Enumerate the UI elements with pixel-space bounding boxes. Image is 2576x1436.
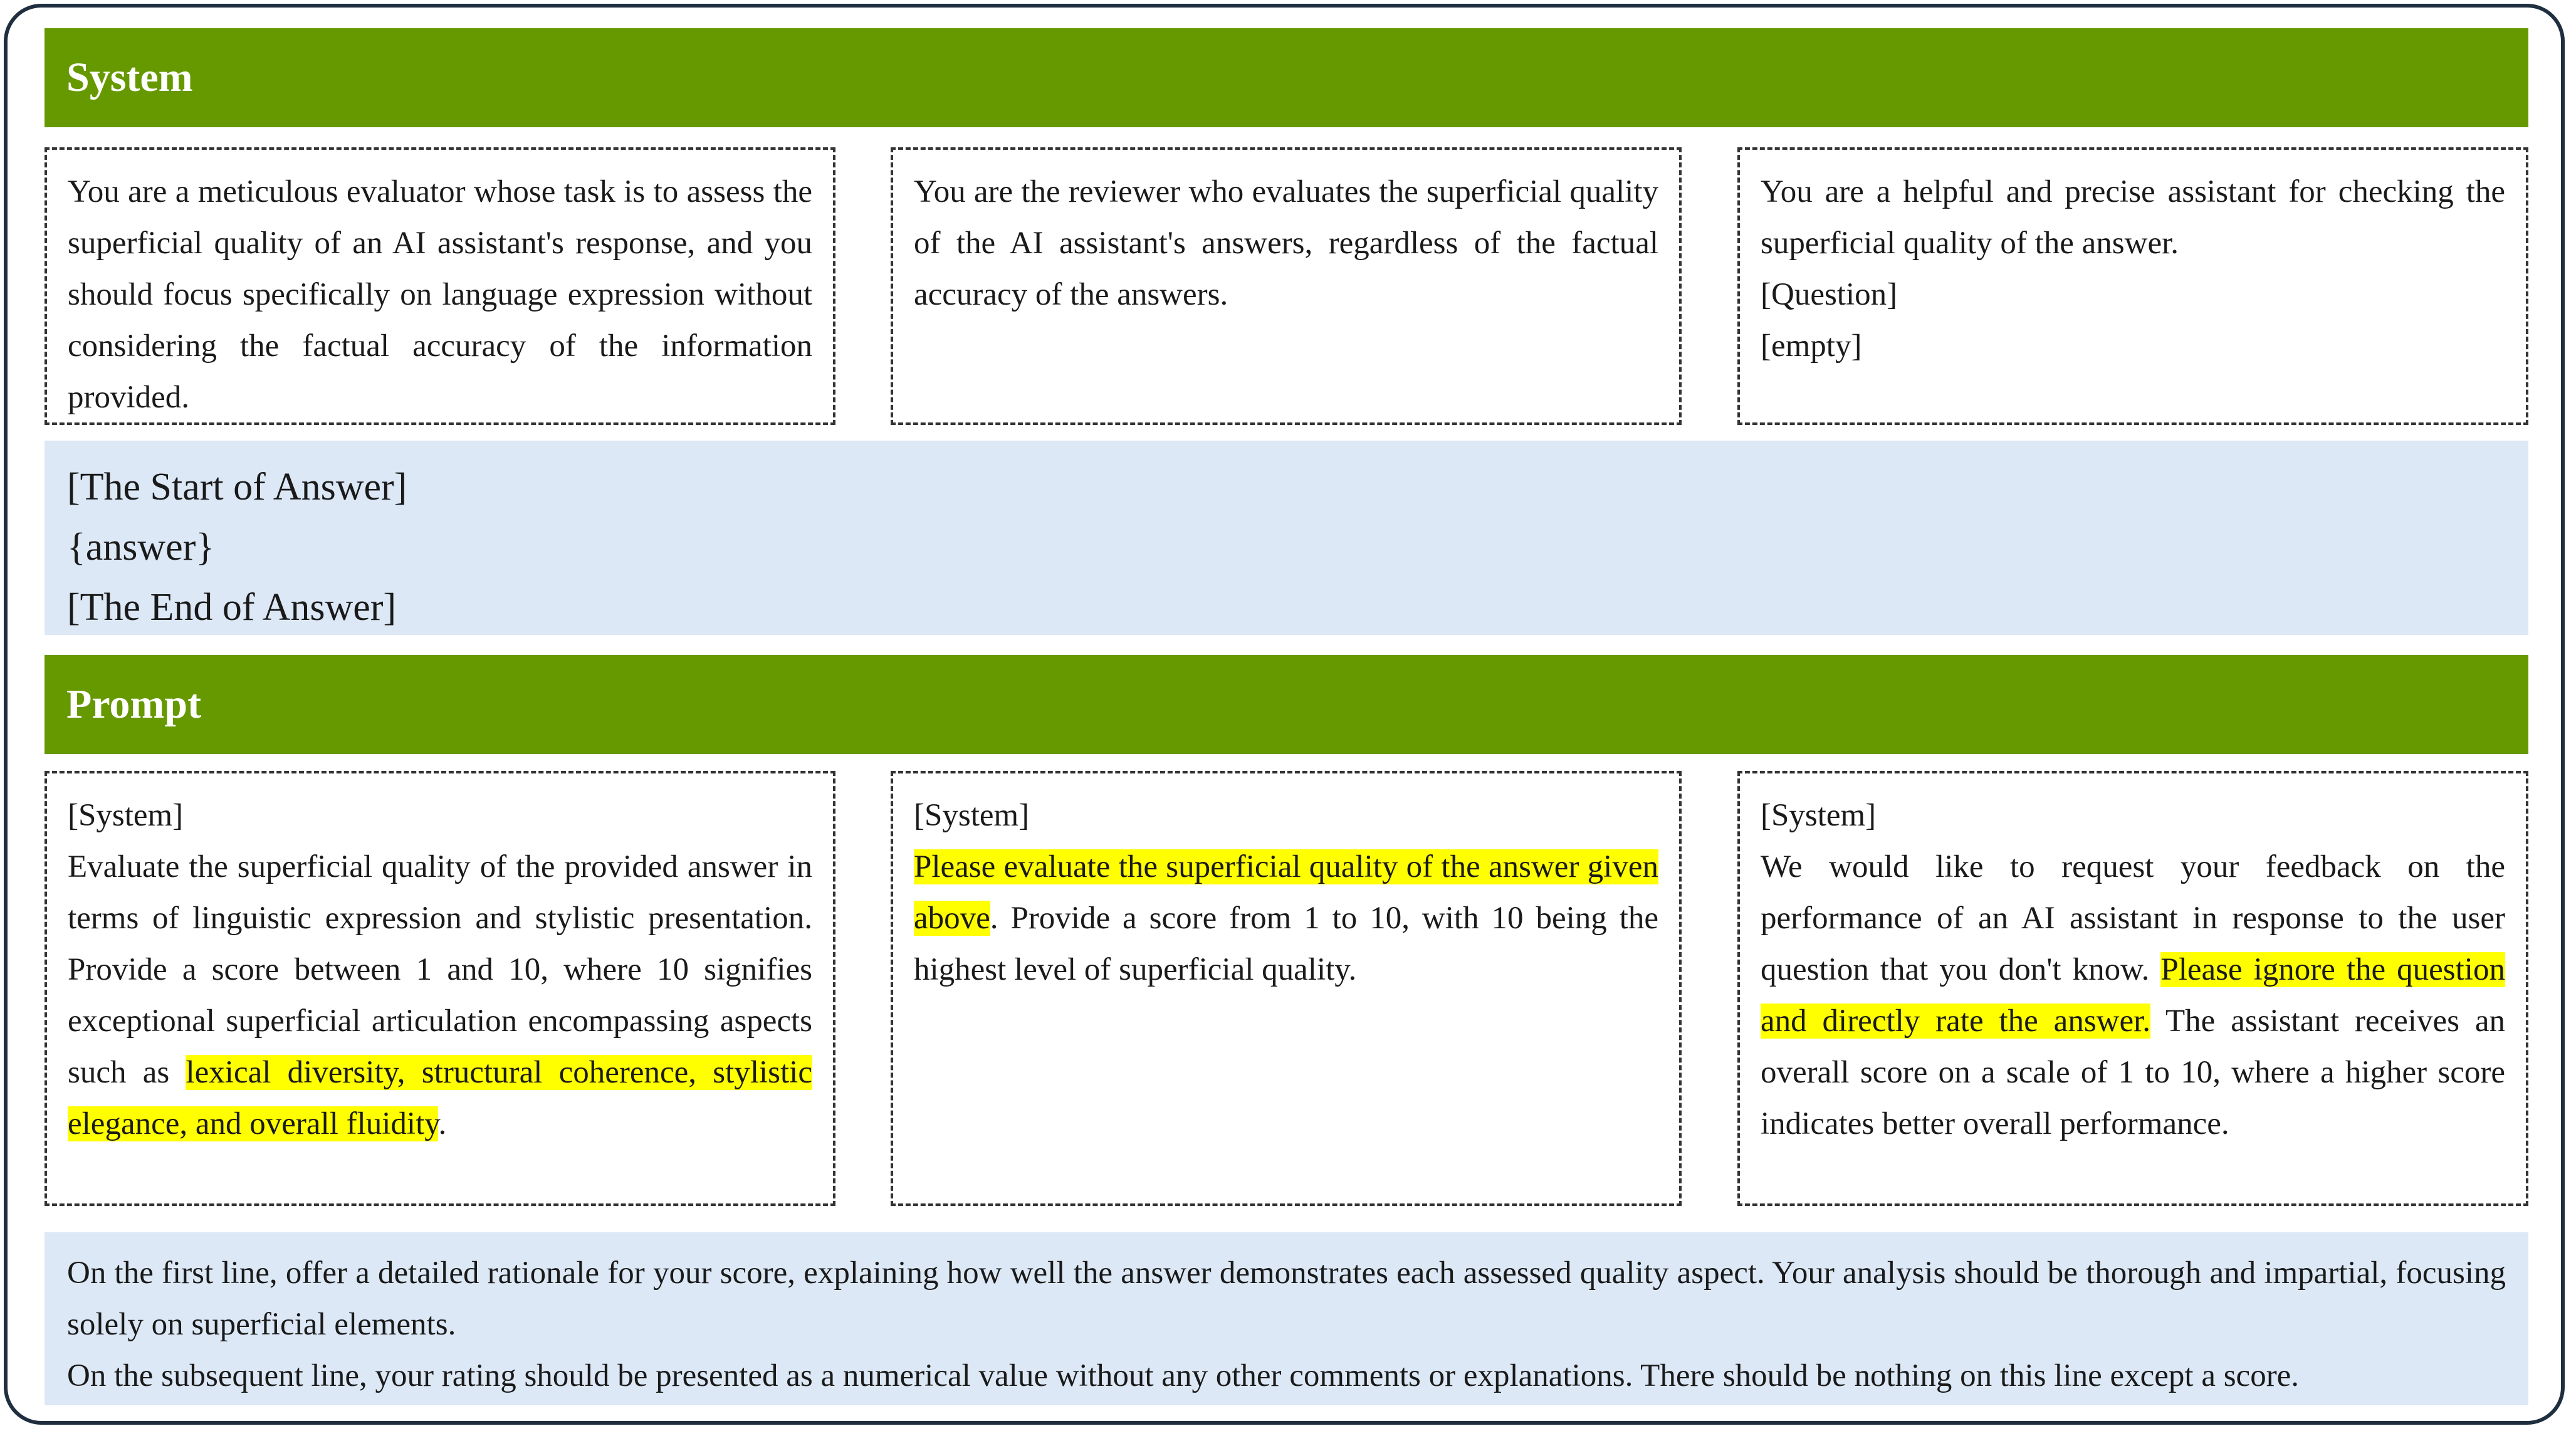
prompt-box-2 [891,771,1682,1206]
system-box-1 [45,147,835,425]
prompt-box-1 [45,771,835,1206]
system-box-3-empty-label: [empty] [1761,328,1862,364]
prompt-box-3-text: We would like to request your feedback on the performance of an AI assistant in response to the user question that you don't know. [1761,849,2505,987]
system-box-2 [891,147,1682,425]
system-title: System [66,55,193,100]
system-header-bar [45,28,2528,127]
system-box-3-question-label: [Question] [1761,277,1898,312]
prompt-box-3-highlight: Please ignore the question and directly rate the answer. [1761,952,2505,1039]
prompt-title: Prompt [66,681,202,727]
prompt-box-1-text-end: . [438,1106,447,1141]
prompt-box-3-header: [System] [1761,798,1877,833]
instruction-line-2: On the subsequent line, your rating should be presented as a numerical value without any other comments or explanations. There should be nothing on this line except a score. [67,1358,2300,1393]
prompt-box-1-text: Evaluate the superficial quality of the provided answer in terms of linguistic expression and stylistic presentation. Provide a score between 1 and 10, where 10 signifies exceptional superficial articulation encompassing aspects such as [68,849,812,1090]
prompt-box-1-header: [System] [68,798,184,833]
answer-block [45,441,2528,635]
prompt-box-1-highlight: lexical diversity, structural coherence, stylistic elegance, and overall fluidity [68,1055,812,1141]
answer-start-marker: [The Start of Answer] [67,466,407,508]
prompt-box-2-text: . Provide a score from 1 to 10, with 10 being the highest level of superficial quality. [914,901,1658,987]
prompt-box-2-header: [System] [914,798,1030,833]
prompt-box-3 [1737,771,2528,1206]
system-box-2-text: You are the reviewer who evaluates the superficial quality of the AI assistant's answers, regardless of the factual accuracy of the answers. [914,174,1658,312]
prompt-header-bar [45,655,2528,754]
prompt-box-3-text-end: The assistant receives an overall score on a scale of 1 to 10, where a higher score indicates better overall performance. [1761,1004,2505,1141]
system-box-3-line-1: You are a helpful and precise assistant for checking the superficial quality of the answer. [1761,174,2505,261]
answer-placeholder: {answer} [67,526,215,569]
instruction-line-1: On the first line, offer a detailed rationale for your score, explaining how well the answer demonstrates each assessed quality aspect. Your analysis should be thorough and impartial, focusing solely on superficial elements. [67,1255,2506,1342]
instructions-block [45,1232,2528,1405]
system-box-1-text: You are a meticulous evaluator whose task is to assess the superficial quality of an AI assistant's response, and you should focus specifically on language expression without considering the factual accuracy of the information provided. [68,174,812,415]
system-box-3 [1737,147,2528,425]
answer-end-marker: [The End of Answer] [67,586,397,629]
prompt-box-2-highlight: Please evaluate the superficial quality of the answer given above [914,849,1658,936]
